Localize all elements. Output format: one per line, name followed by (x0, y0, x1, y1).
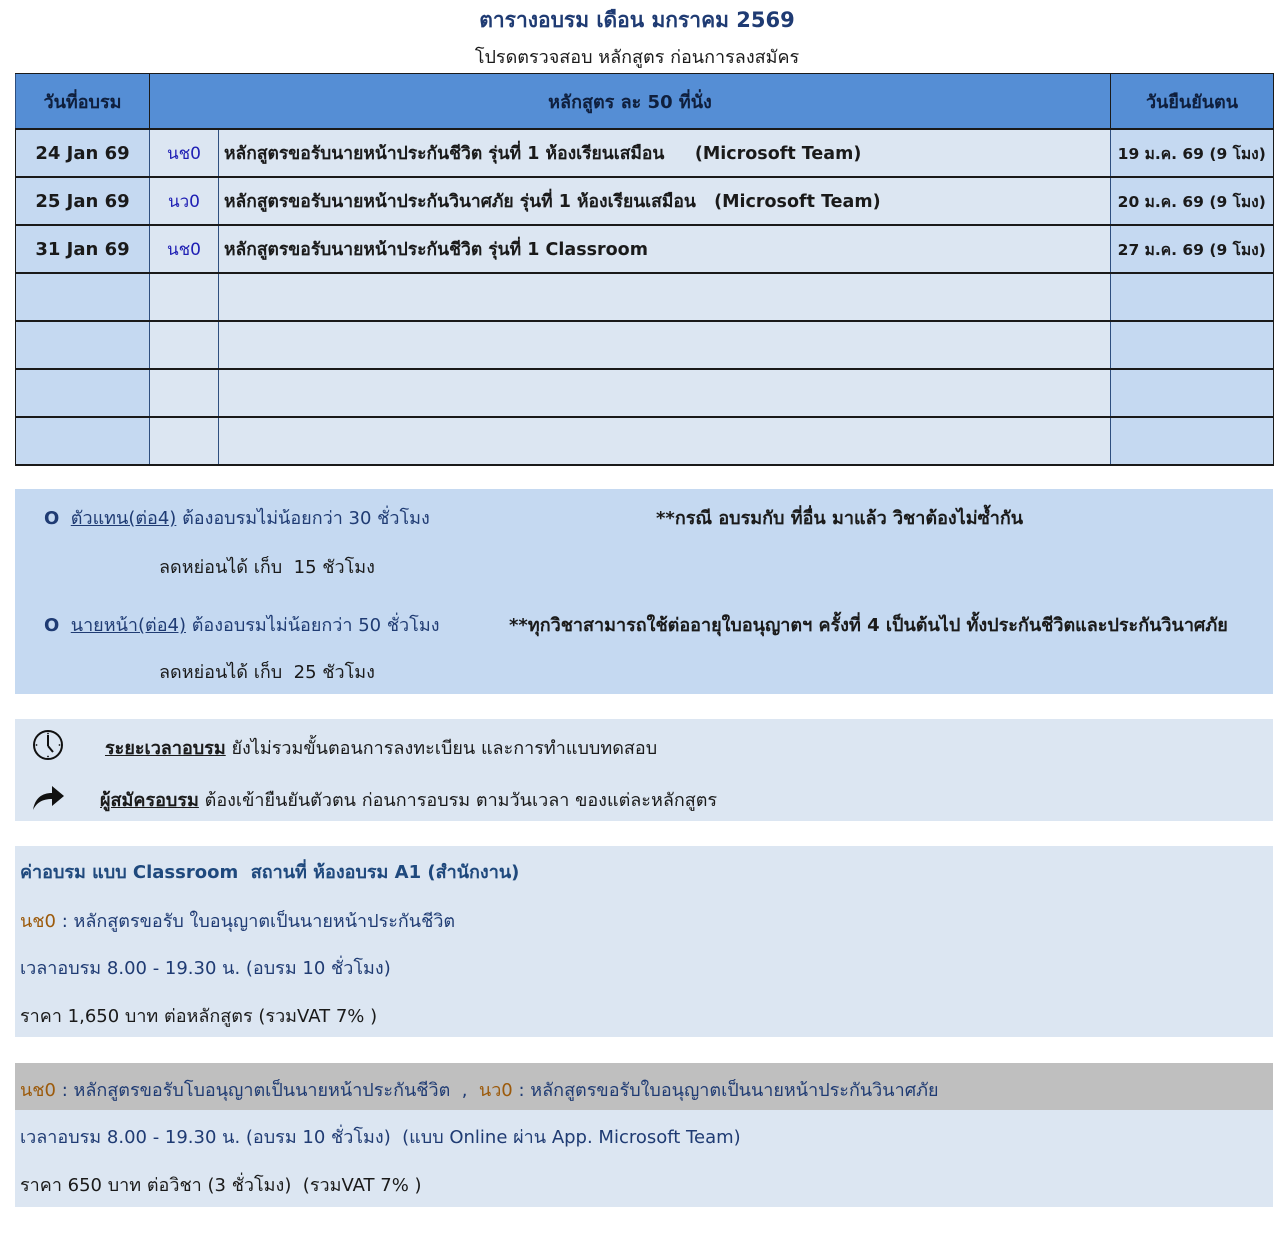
online-time: เวลาอบรม 8.00 - 19.30 น. (อบรม 10 ชั่วโมง) (แบบ Online ผ่าน App. Microsoft Team) (20, 1127, 741, 1148)
page-title: ตารางอบรม เดือน มกราคม 2569 (479, 8, 795, 32)
row-code: นช0 (150, 225, 219, 273)
applicant-label: ผู้สมัครอบรม (100, 790, 199, 811)
clock-icon (32, 729, 64, 766)
row-course (219, 321, 1111, 369)
course-code: นช0 (20, 1080, 56, 1101)
course-code-description: : หลักสูตรขอรับใบอนุญาตเป็นนายหน้าประกันวินาศภัย (512, 1080, 939, 1101)
row-code (150, 417, 219, 465)
row-date: 25 Jan 69 (16, 177, 150, 225)
table-row-empty (16, 273, 1274, 321)
row-date (16, 321, 150, 369)
table-row-empty (16, 321, 1274, 369)
table-row (16, 177, 1274, 225)
applicant-text: ต้องเข้ายืนยันตัวตน ก่อนการอบรม ตามวันเวลา ของแต่ละหลักสูตร (204, 790, 718, 811)
column-header-course: หลักสูตร ละ 50 ที่นั่ง (150, 74, 1111, 130)
broker-requirement-text: ต้องอบรมไม่น้อยกว่า 50 ชั่วโมง (191, 615, 440, 636)
row-code (150, 273, 219, 321)
row-confirm-date (1111, 369, 1274, 417)
classroom-pricing-panel (15, 846, 1273, 1037)
row-course (219, 273, 1111, 321)
classroom-heading: ค่าอบรม แบบ Classroom สถานที่ ห้องอบรม A1 (สำนักงาน) (20, 862, 520, 883)
row-code (150, 321, 219, 369)
online-price: ราคา 650 บาท ต่อวิชา (3 ชั่วโมง) (รวมVAT 7% ) (20, 1175, 422, 1196)
applicant-note (100, 785, 717, 814)
bullet-marker: O (44, 615, 60, 636)
info-panel (15, 719, 1273, 821)
agent-requirement (44, 503, 430, 532)
course-code-description: : หลักสูตรขอรับ ใบอนุญาตเป็นนายหน้าประกันชีวิต (55, 911, 456, 932)
row-date: 31 Jan 69 (16, 225, 150, 273)
row-code: นช0 (150, 129, 219, 177)
table-row (16, 129, 1274, 177)
agent-requirement-text: ต้องอบรมไม่น้อยกว่า 30 ชั่วโมง (182, 508, 430, 529)
note-renewal: **ทุกวิชาสามารถใช้ต่ออายุใบอนุญาตฯ ครั้งที่ 4 เป็นต้นไป ทั้งประกันชีวิตและประกันวินาศภัย (509, 615, 1228, 636)
row-confirm-date: 27 ม.ค. 69 (9 โมง) (1111, 225, 1274, 273)
row-confirm-date: 19 ม.ค. 69 (9 โมง) (1111, 129, 1274, 177)
duration-text: ยังไม่รวมขั้นตอนการลงทะเบียน และการทำแบบทดสอบ (231, 738, 658, 759)
broker-requirement (44, 610, 439, 639)
row-course (219, 417, 1111, 465)
duration-label: ระยะเวลาอบรม (105, 738, 226, 759)
row-course: หลักสูตรขอรับนายหน้าประกันชีวิต รุ่นที่ 1 ห้องเรียนเสมือน (Microsoft Team) (219, 129, 1111, 177)
row-course: หลักสูตรขอรับนายหน้าประกันชีวิต รุ่นที่ 1 Classroom (219, 225, 1111, 273)
table-row (16, 225, 1274, 273)
online-course-codes-line (20, 1075, 939, 1104)
bullet-marker: O (44, 508, 60, 529)
page-subtitle: โปรดตรวจสอบ หลักสูตร ก่อนการลงสมัคร (474, 47, 800, 68)
broker-reduction: ลดหย่อนได้ เก็บ 25 ชัวโมง (159, 662, 375, 683)
row-date (16, 273, 150, 321)
share-arrow-icon (31, 785, 65, 816)
duration-note (105, 733, 657, 762)
course-code-description: : หลักสูตรขอรับโบอนุญาตเป็นนายหน้าประกันชีวิต , (55, 1080, 479, 1101)
broker-title-link[interactable]: นายหน้า(ต่อ4) (70, 615, 186, 636)
row-date (16, 369, 150, 417)
table-row-empty (16, 369, 1274, 417)
row-confirm-date (1111, 273, 1274, 321)
agent-reduction: ลดหย่อนได้ เก็บ 15 ชัวโมง (159, 557, 375, 578)
course-code: นว0 (478, 1080, 513, 1101)
note-other-training: **กรณี อบรมกับ ที่อื่น มาแล้ว วิชาต้องไม่ซ้ำกัน (656, 508, 1024, 529)
row-confirm-date (1111, 417, 1274, 465)
agent-title-link[interactable]: ตัวแทน(ต่อ4) (70, 508, 177, 529)
table-row-empty (16, 417, 1274, 465)
schedule-table (15, 73, 1274, 466)
row-date: 24 Jan 69 (16, 129, 150, 177)
online-pricing-panel (15, 1063, 1273, 1207)
table-header-row (16, 74, 1274, 130)
row-course (219, 369, 1111, 417)
row-confirm-date: 20 ม.ค. 69 (9 โมง) (1111, 177, 1274, 225)
row-course: หลักสูตรขอรับนายหน้าประกันวินาศภัย รุ่นที่ 1 ห้องเรียนเสมือน (Microsoft Team) (219, 177, 1111, 225)
classroom-course-code-line (20, 906, 455, 935)
row-code: นว0 (150, 177, 219, 225)
requirements-panel (15, 489, 1273, 694)
row-code (150, 369, 219, 417)
course-code: นช0 (20, 911, 56, 932)
column-header-confirm: วันยืนยันตน (1111, 74, 1274, 130)
row-confirm-date (1111, 321, 1274, 369)
row-date (16, 417, 150, 465)
column-header-date: วันที่อบรม (16, 74, 150, 130)
classroom-time: เวลาอบรม 8.00 - 19.30 น. (อบรม 10 ชั่วโมง) (20, 958, 391, 979)
classroom-price: ราคา 1,650 บาท ต่อหลักสูตร (รวมVAT 7% ) (20, 1006, 378, 1027)
